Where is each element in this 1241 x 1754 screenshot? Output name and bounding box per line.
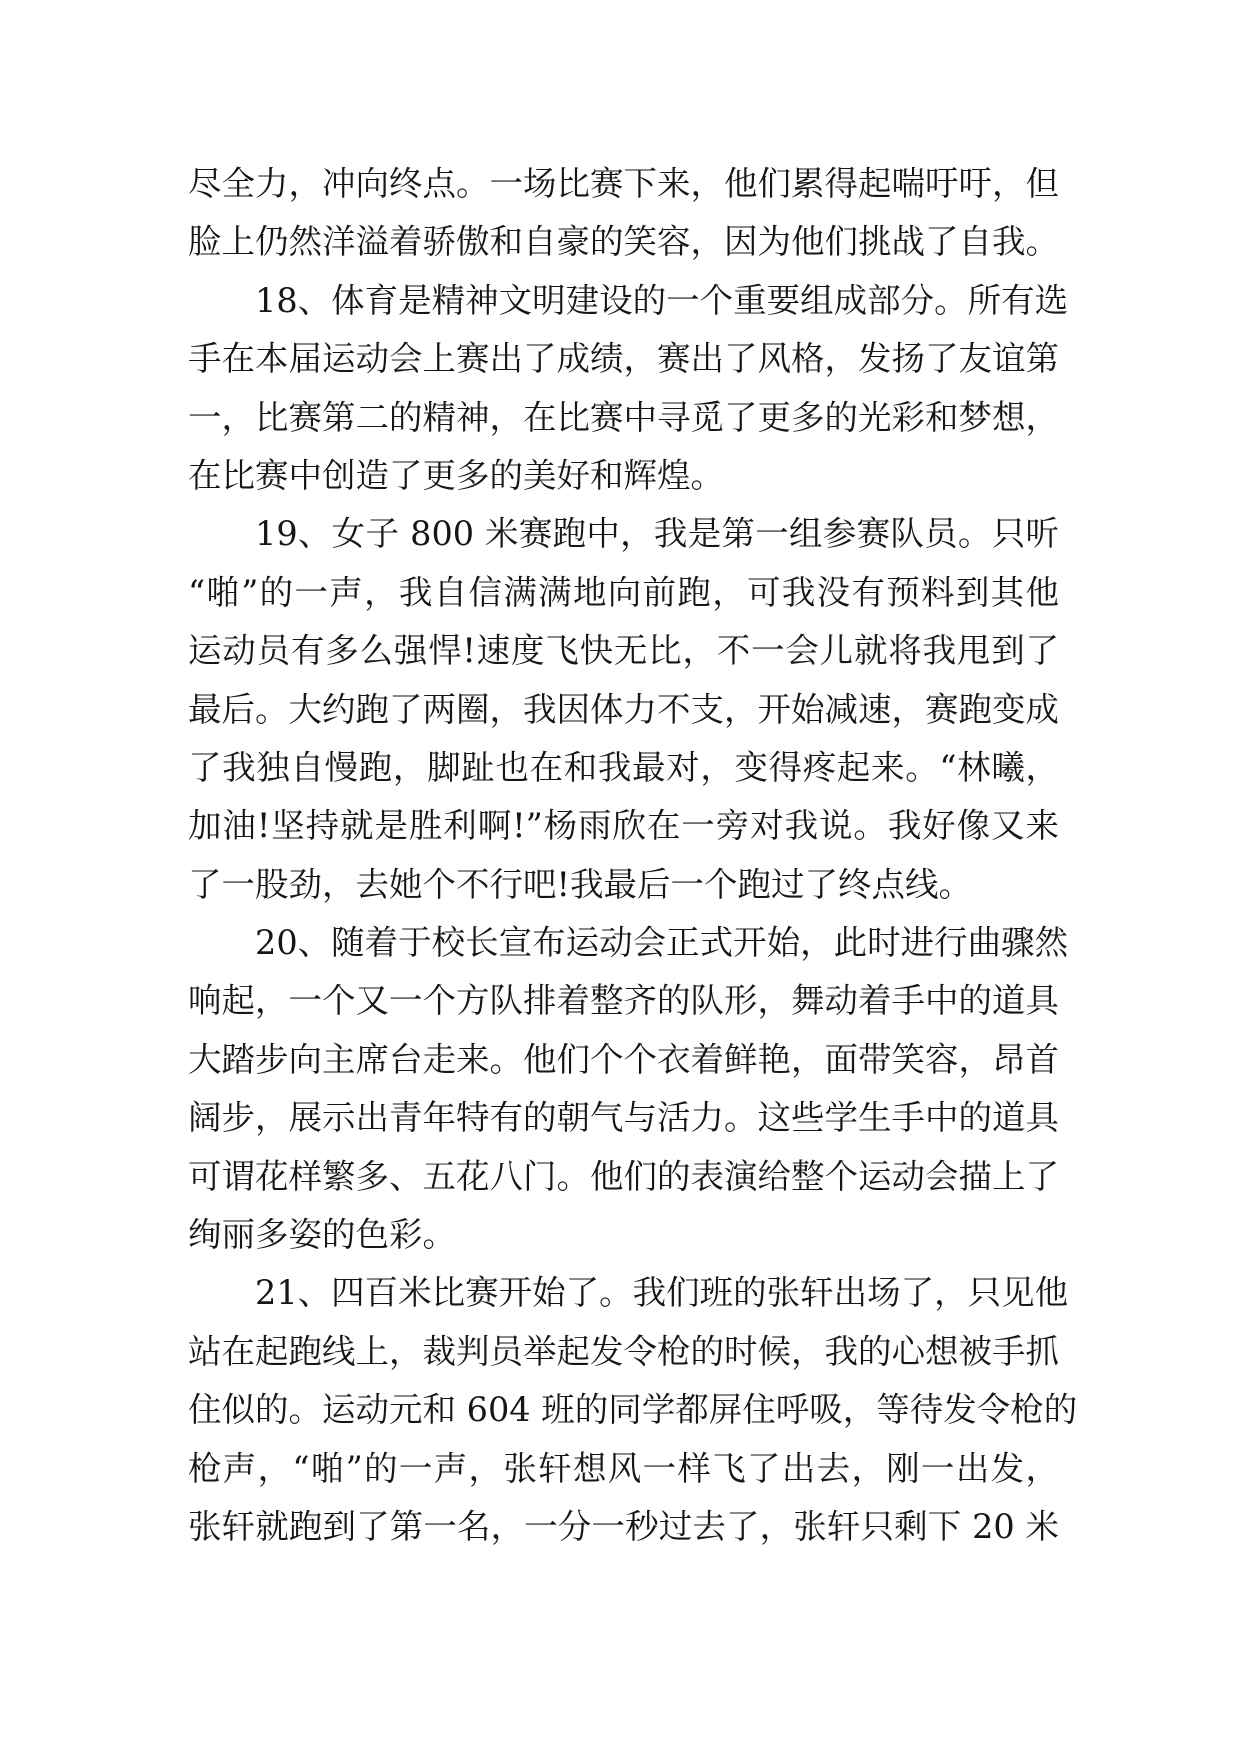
text-line: 响起，一个又一个方队排着整齐的队形，舞动着手中的道具 xyxy=(188,981,1059,1021)
paragraph-20 xyxy=(188,914,1069,1264)
text-line: 最后。大约跑了两圈，我因体力不支，开始减速，赛跑变成 xyxy=(188,689,1059,729)
text-line: “啪”的一声，我自信满满地向前跑，可我没有预料到其他 xyxy=(188,572,1059,612)
body-text xyxy=(188,155,1078,1556)
paragraph-19 xyxy=(188,505,1059,914)
paragraph-21 xyxy=(188,1264,1078,1556)
text-line: 脸上仍然洋溢着骄傲和自豪的笑容，因为他们挑战了自我。 xyxy=(188,222,1059,262)
text-line: 绚丽多姿的色彩。 xyxy=(188,1215,456,1255)
text-line: 18、体育是精神文明建设的一个重要组成部分。所有选 xyxy=(255,280,1069,320)
text-line: 了我独自慢跑，脚趾也在和我最对，变得疼起来。“林曦， xyxy=(188,747,1059,787)
text-line: 21、四百米比赛开始了。我们班的张轩出场了，只见他 xyxy=(255,1273,1069,1313)
paragraph-continuation xyxy=(188,155,1059,272)
text-line: 19、女子 800 米赛跑中，我是第一组参赛队员。只听 xyxy=(255,514,1059,554)
text-line: 在比赛中创造了更多的美好和辉煌。 xyxy=(188,455,724,495)
text-line: 尽全力，冲向终点。一场比赛下来，他们累得起喘吁吁，但 xyxy=(188,164,1059,203)
text-line: 张轩就跑到了第一名，一分一秒过去了，张轩只剩下 20 米 xyxy=(188,1506,1059,1546)
text-line: 可谓花样繁多、五花八门。他们的表演给整个运动会描上了 xyxy=(188,1156,1059,1196)
text-line: 大踏步向主席台走来。他们个个衣着鲜艳，面带笑容，昂首 xyxy=(188,1039,1059,1079)
text-line: 手在本届运动会上赛出了成绩，赛出了风格，发扬了友谊第 xyxy=(188,339,1059,379)
text-line: 20、随着于校长宣布运动会正式开始，此时进行曲骤然 xyxy=(255,923,1069,963)
text-line: 加油!坚持就是胜利啊!”杨雨欣在一旁对我说。我好像又来 xyxy=(188,806,1059,846)
text-line: 一，比赛第二的精神，在比赛中寻觅了更多的光彩和梦想， xyxy=(188,397,1059,437)
text-line: 阔步，展示出青年特有的朝气与活力。这些学生手中的道具 xyxy=(188,1098,1059,1138)
text-line: 运动员有多么强悍!速度飞快无比，不一会儿就将我甩到了 xyxy=(188,631,1059,671)
text-line: 了一股劲，去她个不行吧!我最后一个跑过了终点线。 xyxy=(188,864,972,904)
paragraph-18 xyxy=(188,272,1069,506)
text-line: 站在起跑线上，裁判员举起发令枪的时候，我的心想被手抓 xyxy=(188,1331,1059,1371)
text-line: 住似的。运动元和 604 班的同学都屏住呼吸，等待发令枪的 xyxy=(188,1390,1078,1430)
text-line: 枪声，“啪”的一声，张轩想风一样飞了出去，刚一出发， xyxy=(188,1448,1059,1488)
